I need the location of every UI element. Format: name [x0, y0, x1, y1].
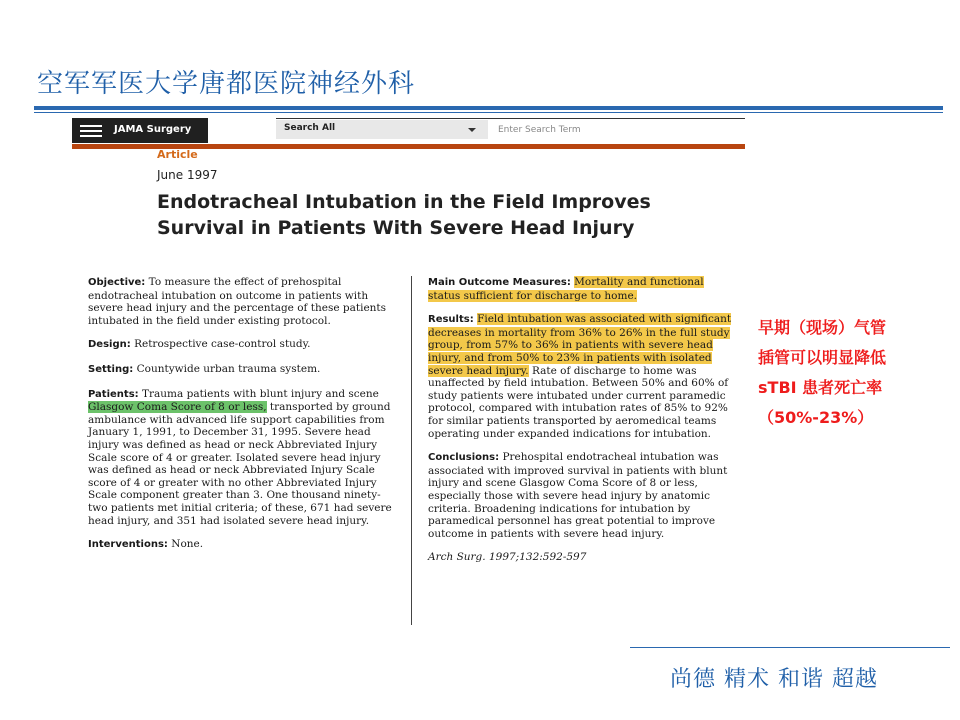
column-divider — [411, 276, 412, 625]
setting-paragraph — [88, 363, 396, 377]
jama-brand-logo[interactable]: JAMA Surgery — [114, 124, 192, 135]
patients-text-a: Trauma patients with blunt injury and scene — [142, 387, 379, 400]
article-type-label: Article — [157, 148, 198, 161]
objective-text: To measure the effect of prehospital endotracheal intubation on outcome in patients with severe head injury and the percentage of these patients intubated in the field under existing protocol. — [88, 276, 387, 327]
side-annotation-line: 早期（现场）气管 — [758, 318, 887, 337]
navbar-top-rule — [276, 118, 745, 119]
conclusions-paragraph — [428, 451, 736, 540]
side-annotation-line: 插管可以明显降低 — [758, 348, 887, 367]
setting-text: Countywide urban trauma system. — [136, 362, 321, 375]
search-scope-label: Search All — [284, 123, 336, 133]
slide-title: 空军军医大学唐都医院神经外科 — [37, 69, 416, 99]
measures-highlight: Mortality and functional status sufficient for discharge to home. — [428, 276, 704, 302]
objective-paragraph — [88, 276, 396, 327]
patients-label: Patients: — [88, 388, 139, 400]
interventions-paragraph — [88, 538, 396, 552]
patients-paragraph — [88, 388, 396, 528]
measures-paragraph — [428, 276, 736, 302]
results-highlight: Field intubation was associated with significant decreases in mortality from 36% to 26% in the full study group, from 57% to 36% in patients with severe head injury, and from 50% to 23% in patients with isolated severe head injury. — [428, 313, 732, 377]
design-paragraph — [88, 338, 396, 352]
patients-text-b: transported by ground ambulance with advanced life support capabilities from January 1, 1991, to December 31, 1995. Severe head injury was defined as head or neck Abbreviated Injury Scale score of 4 or greater. Isolated severe head injury was defined as head or neck Abbreviated Injury Scale score of 4 or greater with no other Abbreviated Injury Scale component greater than 3. One thousand ninety-two patients met initial criteria; of these, 671 had severe head injury, and 351 had isolated severe head injury. — [88, 401, 392, 527]
citation: Arch Surg. 1997;132:592-597 — [428, 551, 587, 564]
abstract-right-column — [428, 276, 736, 575]
conclusions-text: Prehospital endotracheal intubation was associated with improved survival in patients with blunt injury and scene Glasgow Coma Score of 8 or less, especially those with severe head injury by anatomic criteria. Broadening indications for intubation by paramedical personnel has great potential to improve outcome in patients with severe head injury. — [428, 451, 728, 540]
results-label: Results: — [428, 314, 474, 326]
conclusions-label: Conclusions: — [428, 452, 500, 464]
search-input[interactable] — [490, 120, 744, 139]
header-divider — [34, 106, 943, 110]
hamburger-menu-icon[interactable] — [80, 125, 102, 127]
results-paragraph — [428, 313, 736, 440]
article-title: Endotracheal Intubation in the Field Improves Survival in Patients With Severe Head Injury — [157, 191, 651, 239]
measures-label: Main Outcome Measures: — [428, 277, 571, 288]
interventions-label: Interventions: — [88, 539, 168, 551]
hamburger-menu-icon-bar — [80, 130, 102, 132]
results-text: Rate of discharge to home was unaffected by field intubation. Between 50% and 60% of study patients were intubated under current paramedic protocol, compared with intubation rates of 85% to 92% for similar patients transported by aeromedical teams operating under expanded indications for intubation. — [428, 364, 729, 440]
objective-label: Objective: — [88, 277, 146, 288]
abstract-left-column — [88, 276, 396, 563]
design-text: Retrospective case-control study. — [134, 338, 311, 351]
footer-motto: 尚德 精术 和谐 超越 — [670, 667, 878, 692]
hamburger-menu-icon-bar — [80, 135, 102, 137]
side-annotation-line: （50%-23%） — [758, 408, 874, 427]
side-annotation-line: sTBI 患者死亡率 — [758, 378, 883, 397]
article-date: June 1997 — [157, 168, 218, 182]
side-annotation — [758, 313, 948, 433]
design-label: Design: — [88, 339, 131, 351]
interventions-text: None. — [171, 538, 204, 551]
setting-label: Setting: — [88, 363, 134, 375]
header-divider-thin — [34, 112, 943, 113]
chevron-down-icon[interactable] — [468, 128, 476, 132]
footer-divider — [630, 647, 950, 648]
patients-highlight: Glasgow Coma Score of 8 or less, — [88, 401, 267, 414]
